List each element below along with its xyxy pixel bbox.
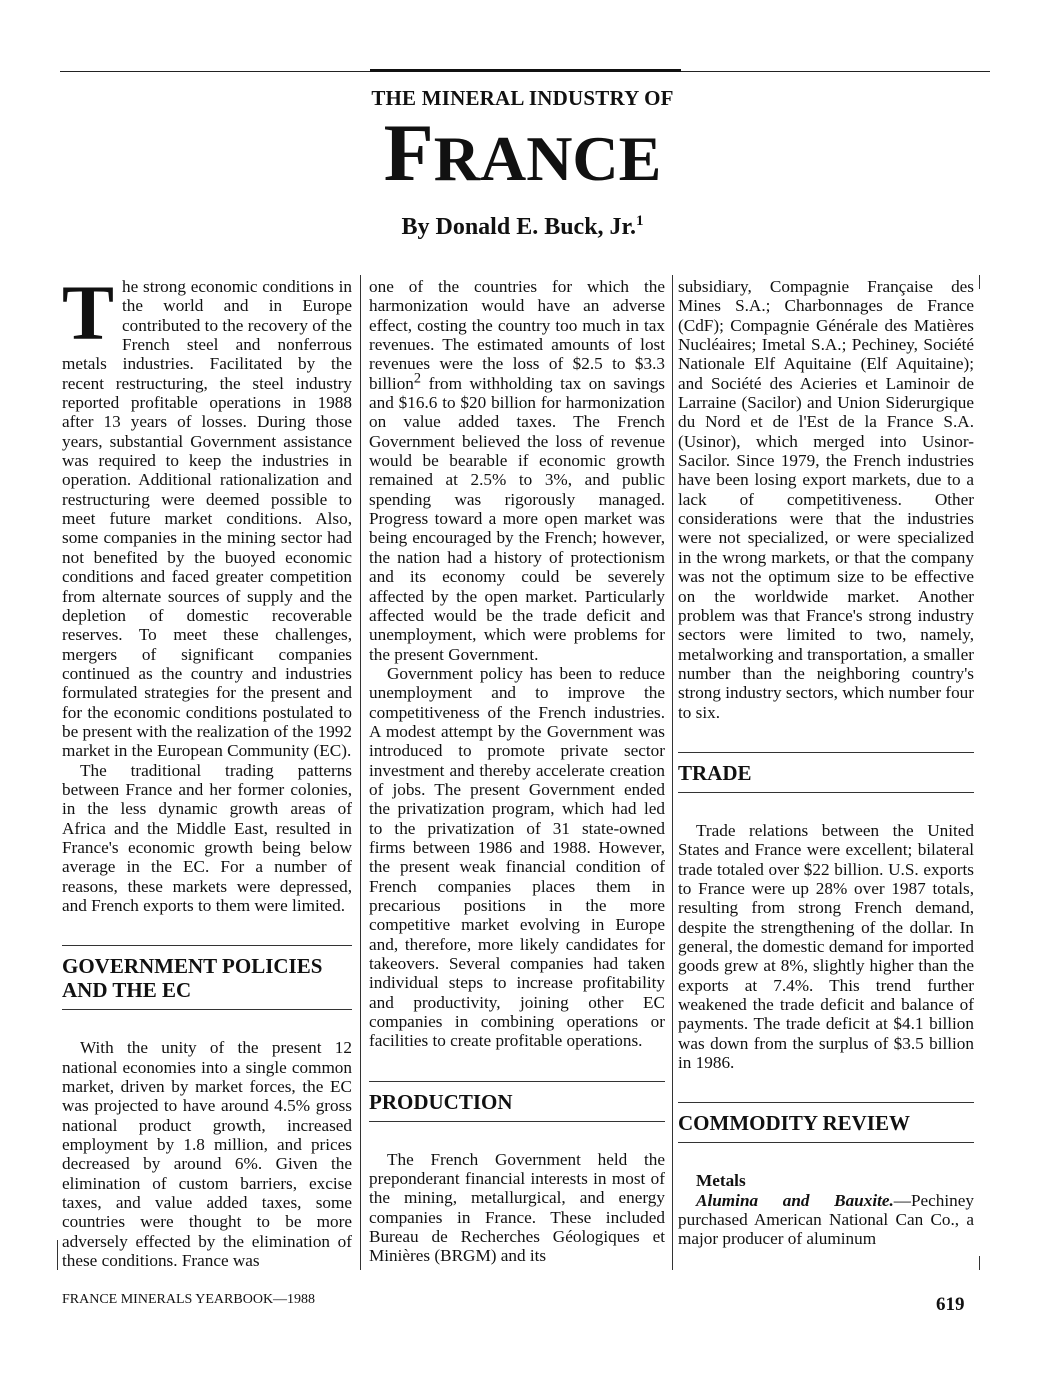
column-2 — [369, 277, 665, 1266]
column-3 — [678, 277, 974, 1249]
column-edge-right-bottom — [979, 1256, 980, 1270]
paragraph-production: The French Government held the preponderant financial interests in most of the mining, metallurgical, and energy companies in France. These included Bureau de Recherches Géologiques et Minières (BRGM) and its — [369, 1149, 665, 1266]
section-heading-production: PRODUCTION — [369, 1081, 665, 1122]
alumina-lead: Alumina and Bauxite. — [696, 1190, 894, 1210]
section-heading-government: GOVERNMENT POLICIES AND THE EC — [62, 945, 352, 1010]
chapter-kicker: THE MINERAL INDUSTRY OF — [371, 86, 674, 110]
author-name: By Donald E. Buck, Jr. — [401, 214, 636, 240]
author-byline — [0, 214, 1045, 241]
intro-text: he strong economic conditions in the world and in Europe contributed to the recovery of the French steel and nonferrous metals industries. Facilitated by the recent restructuring, the steel industry reported profitable operations in 1988 after 13 years of losses. During those years, substantial Government assistance was required to keep the industries in operation. Additional rationalization and restructuring were deemed possible to meet future market conditions. Also, some companies in the mining sector had not benefited by the buoyed economic conditions and faced greater competition from alternate sources of supply and the depletion of domestic recoverable reserves. To meet these challenges, mergers of significant companies continued as the country and industries formulated strategies for the present and for the economic conditions postulated to be present with the realization of the 1992 market in the European Community (EC). — [62, 277, 352, 761]
top-rule-accent — [370, 69, 681, 72]
alumina-text: —Pechiney purchased American National Can Co., a major producer of aluminum — [678, 1190, 974, 1249]
harmonization-text-b: from withholding tax on savings and $16.6 to $20 billion for harmonization on value added taxes. The French Government believed the loss of revenue would be bearable if economic growth remained at 2.5% to 3%, and public spending was rigorously managed. Progress toward a more open market was being encouraged by the French; however, the nation had a history of protectionism and its economy could be severely affected by the open market. Particularly affected would be the trade deficit and unemployment, which were problems for the present Government. — [369, 373, 665, 664]
paragraph-subsidiaries: subsidiary, Compagnie Française des Mines S.A.; Charbonnages de France (CdF); Compagnie Générale des Matières Nucléaires; Imetal S.A.; Pechiney, Société Nationale Elf Aquitaine (Elf Aquitaine); and Société des Acieries et Laminoir de Larraine (Sacilor) and Union Siderurgique du Nord et de l'Est de la France S.A. (Usinor), which merged into Usinor-Sacilor. Since 1979, the French industries have been losing export markets, due to a lack of competitiveness. Other considerations were that the industries were not specialized, or were specialized in the wrong markets, or that the company was not the optimum size to be effective on the worldwide market. Another problem was that France's strong industry sectors were limited to two, namely, metalworking and transportation, a smaller number than the neighboring country's strong industry sectors, which number four to six. — [678, 277, 974, 722]
paragraph-ec-unity: With the unity of the present 12 national economies into a single common market, driven by market forces, the EC was projected to have around 4.5% gross national product growth, increased employment by 1.8 million, and prices decreased by around 6%. Given the elimination of custom barriers, excise taxes, and value added taxes, some countries were thought to be more adversely effected by the elimination of these conditions. France was — [62, 1038, 352, 1271]
chapter-title — [0, 107, 1045, 198]
harmonization-text-a: one of the countries for which the harmonization would have an adverse effect, costing the country too much in tax revenues. The estimated amounts of lost revenues were the loss of $2.5 to $3.3 billion — [369, 277, 665, 393]
running-footer: FRANCE MINERALS YEARBOOK—1988 — [62, 1292, 316, 1307]
paragraph-harmonization — [369, 277, 665, 664]
column-1 — [62, 269, 352, 1271]
title-initial: F — [383, 107, 434, 198]
section-heading-commodity: COMMODITY REVIEW — [678, 1102, 974, 1143]
paragraph-alumina — [678, 1191, 974, 1249]
drop-cap: T — [62, 269, 115, 356]
paragraph-government-policy: Government policy has been to reduce unemployment and to improve the competitiveness of the French industries. A modest attempt by the Government was introduced to promote private sector investment and thereby accelerate creation of jobs. The present Government ended the privatization program, which had led to the privatization of 31 state-owned firms between 1986 and 1988. However, the present weak financial condition of French companies places them in precarious positions in the more competitive market evolving in Europe and, therefore, more likely candidates for takeovers. Several companies had taken individual steps to increase profitability and productivity, joining other EC companies in combining operations or facilities to create profitable operations. — [369, 663, 665, 1051]
column-divider-right — [672, 275, 673, 1270]
paragraph-trade: Trade relations between the United States and France were excellent; bilateral trade totaled over $22 billion. U.S. exports to France were up 28% over 1987 totals, resulting from strong French demand, despite the strengthening of the dollar. In general, the domestic demand for imported goods grew at 8%, slightly higher than the exports at 7.4%. This trend further weakened the trade deficit and balance of payments. The trade deficit at $4.1 billion was down from the surplus of $3.5 billion in 1986. — [678, 820, 974, 1073]
intro-paragraph — [62, 269, 352, 761]
section-heading-trade: TRADE — [678, 752, 974, 793]
title-rest: RANCE — [433, 123, 662, 194]
footnote-marker-2: 2 — [413, 369, 422, 386]
footnote-marker: 1 — [636, 213, 644, 229]
paragraph-trading-patterns: The traditional trading patterns between France and her former colonies, in the less dynamic growth areas of Africa and the Middle East, resulted in France's economic growth being below average in the EC. For a number of reasons, these markets were depressed, and French exports to them were limited. — [62, 760, 352, 915]
column-edge-left — [57, 1240, 58, 1270]
page-number: 619 — [936, 1294, 965, 1315]
column-divider-left — [360, 275, 361, 1270]
column-edge-right — [979, 275, 980, 289]
subheading-metals: Metals — [696, 1171, 746, 1191]
